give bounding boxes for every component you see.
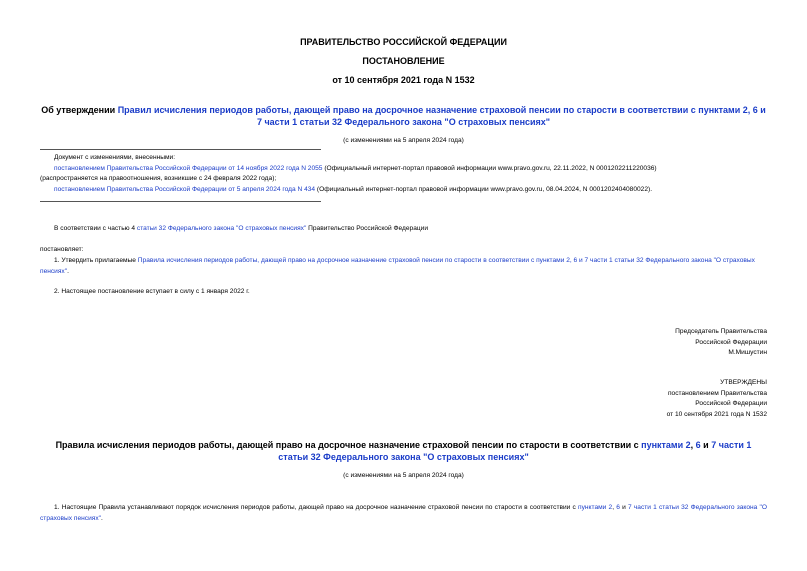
changes-item-1: [40, 164, 767, 175]
title-prefix: Об утверждении: [41, 105, 118, 115]
signature-title: Председатель Правительства: [675, 328, 767, 335]
changes-item-1-tail: (распространяется на правоотношения, возникшие с 24 февраля 2022 года);: [40, 175, 277, 182]
title-rules-link[interactable]: Правил исчисления периодов работы, дающей право на досрочное назначение страховой пенсии по старости в соответствии с пунктами 2, 6 и 7 части 1 статьи 32 Федерального закона "О страховых пенсиях": [117, 105, 766, 127]
approved-line-2: постановлением Правительства: [667, 389, 767, 397]
changes-item-1-text: (Официальный интернет-портал правовой информации www.pravo.gov.ru, 22.11.2022, N 0001202211220036): [322, 164, 657, 172]
amendment-link-2022[interactable]: постановлением Правительства Российской Федерации от 14 ноября 2022 года N 2055: [54, 164, 323, 172]
basis-paragraph: [54, 224, 428, 234]
divider-bottom: [40, 201, 321, 202]
point-1-suffix: .: [67, 267, 69, 275]
approved-heading: УТВЕРЖДЕНЫ: [720, 379, 767, 386]
changes-intro: Документ с изменениями, внесенными:: [54, 154, 176, 161]
rules-point-1-sep-2: и: [619, 504, 628, 511]
rules-point-1-link-p2[interactable]: пунктами 2: [578, 504, 613, 511]
point-1-prefix: 1. Утвердить прилагаемые: [54, 257, 138, 264]
law-article-link[interactable]: статьи 32 Федерального закона "О страховых пенсиях": [136, 225, 307, 232]
approved-date: от 10 сентября 2021 года N 1532: [666, 410, 767, 418]
government-heading: ПРАВИТЕЛЬСТВО РОССИЙСКОЙ ФЕДЕРАЦИИ: [300, 37, 507, 47]
date-number-heading: от 10 сентября 2021 года N 1532: [332, 75, 475, 85]
rules-amendment-note: (с изменениями на 5 апреля 2024 года): [343, 472, 464, 479]
basis-prefix: В соответствии с частью 4: [54, 225, 137, 232]
signature-name: М.Мишустин: [728, 349, 767, 356]
document-title: [40, 105, 767, 128]
changes-block: [40, 153, 767, 195]
rules-title-link-p6[interactable]: 6: [695, 440, 701, 450]
divider-top: [40, 149, 321, 150]
rules-point-1-sep-1: ,: [612, 504, 617, 511]
rules-point-1: [40, 503, 767, 524]
point-2: 2. Настоящее постановление вступает в силу с 1 января 2022 г.: [54, 288, 250, 295]
signature-country: Российской Федерации: [695, 338, 767, 346]
rules-title-link-p7[interactable]: 7 части 1 статьи 32 Федерального закона "О страховых пенсиях": [278, 440, 752, 462]
changes-item-2: [40, 185, 767, 196]
amendment-note: (с изменениями на 5 апреля 2024 года): [343, 137, 464, 144]
rules-point-1-prefix: 1. Настоящие Правила устанавливают порядок исчисления периодов работы, дающей право на досрочное назначение страховой пенсии по старости в соответствии с: [54, 504, 579, 511]
rules-point-1-suffix: .: [100, 514, 103, 522]
doc-type-heading: ПОСТАНОВЛЕНИЕ: [362, 56, 445, 66]
rules-title-link-p2[interactable]: пунктами 2: [641, 440, 691, 450]
approved-block: [667, 378, 767, 420]
rules-point-1-link-p6[interactable]: 6: [616, 504, 620, 511]
rules-point-1-link-p7[interactable]: 7 части 1 статьи 32 Федерального закона "О страховых пенсиях": [40, 504, 767, 522]
decree-word: постановляет:: [40, 246, 84, 253]
point-1: [40, 256, 767, 277]
rules-title-sep-1: ,: [690, 440, 696, 450]
rules-title: [40, 440, 767, 463]
point-1-rules-link[interactable]: Правила исчисления периодов работы, дающей право на досрочное назначение страховой пенсии по старости в соответствии с пунктами 2, 6 и 7 части 1 статьи 32 Федерального закона "О страховых пенсиях": [40, 257, 755, 275]
signature-block: [675, 327, 767, 359]
rules-title-sep-2: и: [700, 440, 712, 450]
amendment-link-2024[interactable]: постановлением Правительства Российской Федерации от 5 апреля 2024 года N 434: [54, 185, 316, 193]
approved-line-3: Российской Федерации: [695, 400, 767, 407]
basis-suffix: Правительство Российской Федерации: [306, 225, 429, 232]
rules-title-prefix: Правила исчисления периодов работы, дающей право на досрочное назначение страховой пенсии по старости в соответствии с: [55, 440, 642, 450]
changes-item-2-text: (Официальный интернет-портал правовой информации www.pravo.gov.ru, 08.04.2024, N 0001202404080022).: [315, 185, 653, 193]
